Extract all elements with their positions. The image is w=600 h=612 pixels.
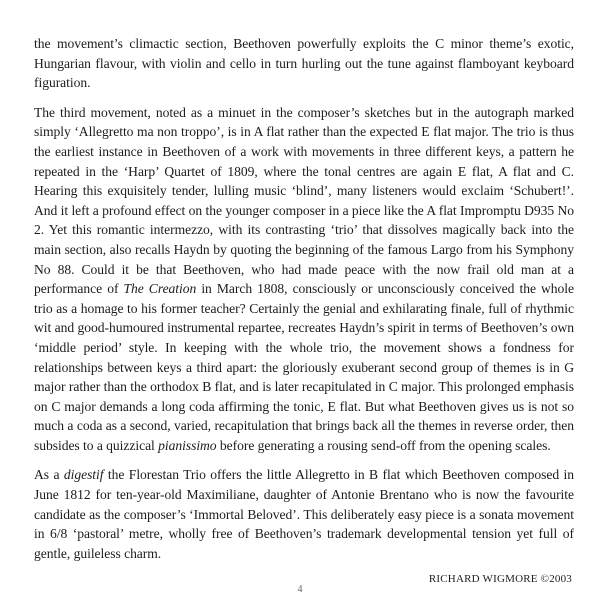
text-run: The third movement, noted as a minuet in the composer’s sketches but in the autograph marked simply ‘Allegretto ma non troppo’, is in A flat rather than the expected E flat major. The trio is thus the earliest instance in Beethoven of a work with movements in three different keys, a pattern he repeated in the ‘Harp’ Quartet of 1809, where the tonal centres are again E flat, A flat and C. Hearing this exquisitely tender, lulling music ‘blind’, many listeners would exclaim ‘Schubert!’. And it left a profound effect on the younger composer in a piece like the A flat Impromptu D935 No 2. Yet this romantic intermezzo, with its contrasting ‘trio’ that dissolves magically back into the main section, also recalls Haydn by quoting the beginning of the famous Largo from his Symphony No 88. Could it be that Beethoven, who had made peace with the now frail old man at a performance of (34, 104, 574, 297)
author-signature: RICHARD WIGMORE ©2003 (428, 573, 572, 586)
text-run: the movement’s climactic section, Beethoven powerfully exploits the C minor theme’s exotic, Hungarian flavour, with violin and cello in turn hurling out the tune against flamboyant keyboard figuration. (34, 36, 574, 91)
essay-text (34, 34, 574, 563)
text-run: in March 1808, consciously or unconsciously conceived the whole trio as a homage to his former teacher? Certainly the genial and exhilarating finale, full of rhythmic wit and good-humoured instrumental repartee, recreates Haydn’s spirit in terms of Beethoven’s own ‘middle period’ style. In keeping with the whole trio, the movement shows a fondness for relationships between keys a third apart: the gloriously exuberant second group of themes is in G major rather than the orthodox B flat, and is later recapitulated in C major. This prolonged emphasis on C major demands a long coda affirming the tonic, E flat. But what Beethoven gives us is not so much a coda as a second, varied, recapitulation that brings back all the themes in reverse order, then subsides to a quizzical (34, 281, 574, 453)
italic-title: digestif (63, 467, 104, 483)
paragraph (34, 34, 574, 93)
text-run: As a (34, 467, 64, 483)
paragraph (34, 103, 574, 456)
italic-title: The Creation (123, 281, 197, 297)
italic-title: pianissimo (158, 437, 217, 453)
text-run: before generating a rousing send-off from the opening scales. (216, 437, 551, 453)
paragraph (34, 465, 574, 563)
text-run: the Florestan Trio offers the little Allegretto in B flat which Beethoven composed in June 1812 for ten-year-old Maximiliane, daughter of Antonie Brentano who is now the favourite candidate as the composer’s ‘Immortal Beloved’. This deliberately easy piece is a sonata movement in 6/8 ‘pastoral’ metre, wholly free of Beethoven’s trademark developmental tension yet full of gentle, guileless charm. (34, 467, 574, 561)
page-number: 4 (297, 584, 303, 595)
document-body (34, 34, 574, 585)
